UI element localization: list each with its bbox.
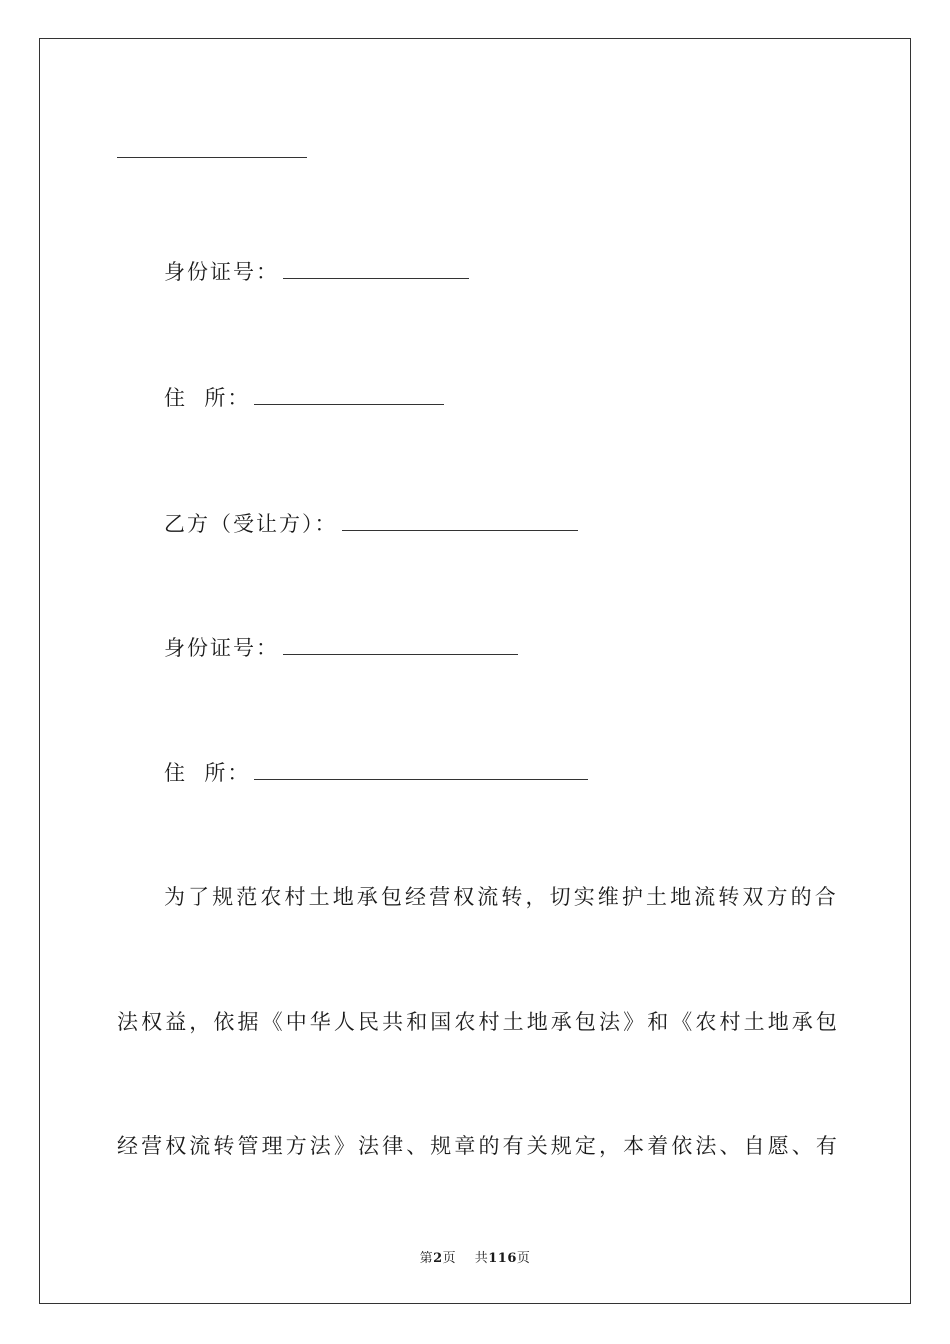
body-line-1: 为了规范农村土地承包经营权流转，切实维护土地流转双方的合 [164, 885, 839, 909]
party-a-id-blank [283, 258, 469, 279]
top-blank-line [117, 157, 307, 158]
party-b-id-row [164, 634, 518, 662]
party-b-row [164, 510, 578, 538]
party-a-address-blank [254, 384, 444, 405]
footer-total-suffix: 页 [516, 1251, 531, 1266]
footer-page-prefix: 第 [419, 1251, 434, 1266]
party-a-address-label: 住 所： [164, 386, 251, 410]
footer-page-number: 2 [433, 1251, 443, 1266]
party-b-id-label: 身份证号： [164, 636, 279, 660]
party-b-label: 乙方（受让方）： [164, 512, 338, 536]
party-b-address-blank [254, 759, 588, 780]
party-b-blank [342, 510, 578, 531]
party-a-address-row [164, 384, 444, 412]
footer-total-pages: 116 [488, 1251, 517, 1266]
party-b-address-row [164, 759, 588, 787]
page-frame [39, 38, 911, 1304]
body-line-2: 法权益，依据《中华人民共和国农村土地承包法》和《农村土地承包 [117, 1010, 840, 1034]
party-a-id-row [164, 258, 469, 286]
body-line-3: 经营权流转管理方法》法律、规章的有关规定，本着依法、自愿、有 [117, 1134, 840, 1158]
footer-page-suffix: 页 [442, 1251, 457, 1266]
page-footer [0, 1247, 950, 1266]
party-b-id-blank [283, 634, 518, 655]
footer-total-prefix: 共 [474, 1251, 489, 1266]
party-a-id-label: 身份证号： [164, 260, 279, 284]
party-b-address-label: 住 所： [164, 761, 251, 785]
